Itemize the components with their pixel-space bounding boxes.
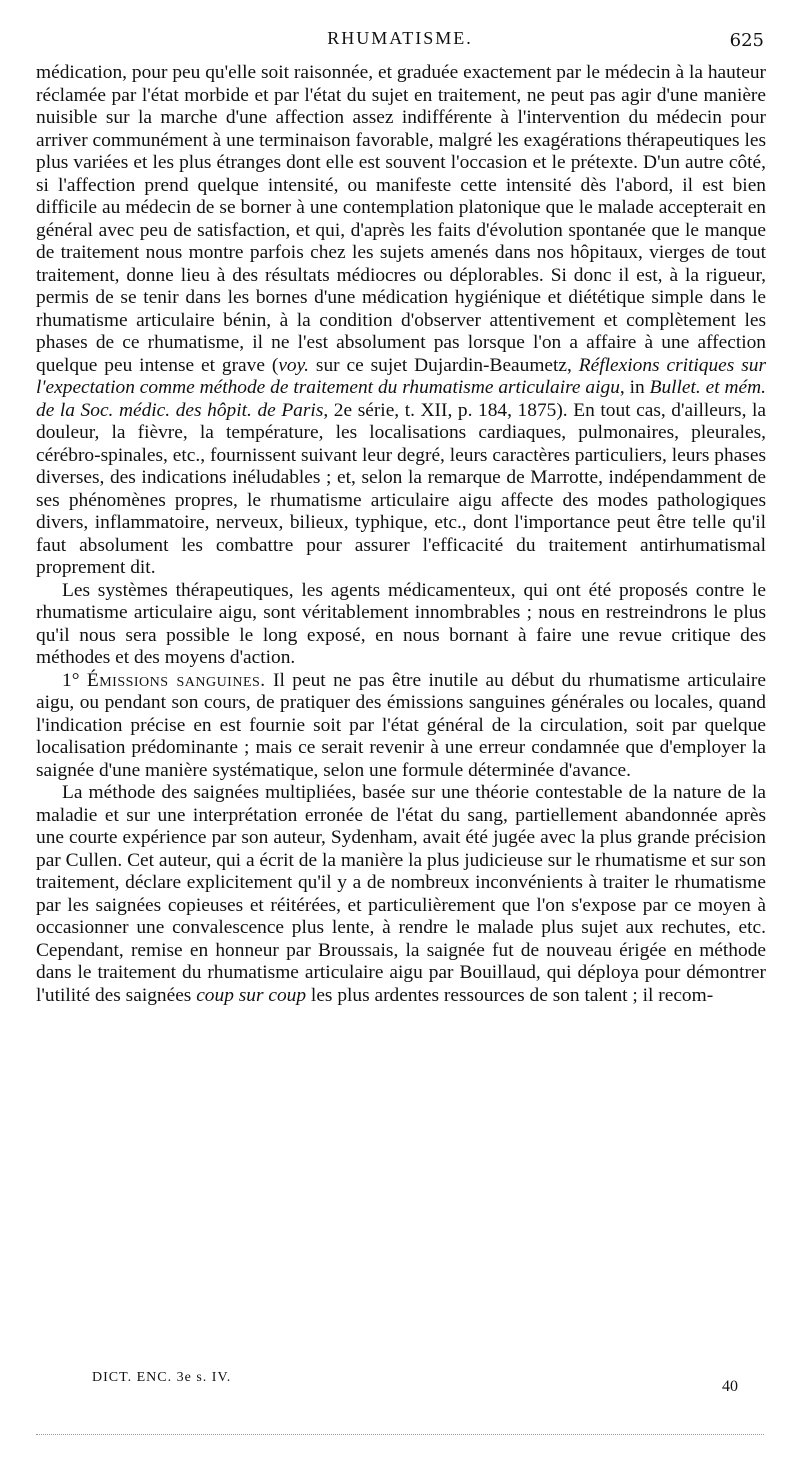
paragraph-1-text: médication, pour peu qu'elle soit raisonnée, et graduée exactement par le médecin à la hauteur réclamée par l'état morbide et par l'état du sujet en traitement, ne peut pas agir d'une manière nuisible sur la marche d'une affection assez indifférente à l'intervention du médecin pour arriver communément à une terminaison favorable, malgré les exagérations thérapeutiques les plus variées et les plus étranges dont elle est souvent l'occasion et le prétexte. D'un autre côté, si l'affection prend quelque intensité, ou manifeste cette intensité dès l'abord, il est bien difficile au médecin de se borner à une contemplation platonique que le malade accepterait en général avec peu de satisfaction, et qui, d'après les faits d'évolution spontanée que le manque de traitement nous montre parfois chez les sujets amenés dans nos hôpitaux, vierges de tout traitement, donne lieu à des résultats médiocres ou déplorables. Si donc il est, à la rigueur, permis de se tenir dans les bornes d'une médication hygiénique et diététique simple dans le rhumatisme articulaire bénin, à la condition d'observer attentivement et complètement les phases de ce rhumatisme, il ne l'est absolument pas lorsque l'on a affaire à une affection quelque peu intense et grave (	[36, 62, 766, 376]
bottom-dotted-rule	[36, 1434, 764, 1435]
footer-reference: DICT. ENC. 3e s. IV.	[92, 1370, 232, 1385]
paragraph-3	[36, 670, 766, 783]
paragraph-2: Les systèmes thérapeutiques, les agents médicamenteux, qui ont été proposés contre le rhumatisme articulaire aigu, sont véritablement innombrables ; nous en restreindrons le plus qu'il nous sera possible le long exposé, en nous bornant à faire une revue critique des méthodes et des moyens d'action.	[36, 579, 766, 668]
page-number: 625	[729, 30, 764, 51]
running-title: RHUMATISME.	[327, 28, 473, 48]
paragraph-4-text-b: les plus ardentes ressources de son talent ; il recom-	[306, 984, 714, 1006]
paragraph-1	[36, 62, 766, 580]
paragraph-1-text-b: sur ce sujet Dujardin-Beaumetz,	[309, 354, 579, 376]
paragraph-4-text-a: La méthode des saignées multipliées, basée sur une théorie contestable de la nature de la maladie et sur une interprétation erronée de l'état du sang, partiellement abandonnée après une courte expérience par son auteur, Sydenham, avait été jugée avec la plus grande précision par Cullen. Cet auteur, qui a écrit de la manière la plus judicieuse sur le rhumatisme et sur son traitement, déclare explicitement qu'il y a de nombreux inconvénients à traiter le rhumatisme par les saignées copieuses et réitérées, et particulièrement que l'on s'expose par ce moyen à occasionner une convalescence plus lente, à rendre le malade plus sujet aux rechutes, etc. Cependant, remise en honneur par Broussais, la saignée fut de nouveau érigée en méthode dans le traitement du rhumatisme articulaire aigu par Bouillaud, qui déploya pour démontrer l'utilité des saignées	[36, 782, 766, 1006]
paragraph-4	[36, 782, 766, 1007]
page-header	[36, 28, 764, 54]
signature-mark: 40	[722, 1378, 738, 1395]
page-body	[36, 62, 766, 1007]
paragraph-1-text-d: , 2e série, t. XII, p. 184, 1875). En tout cas, d'ailleurs, la douleur, la fièvre, la température, les localisations cardiaques, pulmonaires, pleurales, cérébro-spinales, etc., fournissent suivant leur degré, leurs caractères particuliers, leurs phases diverses, des indications inéludables ; et, selon la remarque de Marrotte, indépendamment de ses phénomènes propres, le rhumatisme articulaire aigu affecte des modes pathologiques divers, inflammatoire, nerveux, bilieux, typhique, etc., dont l'importance peut être telle qu'il faut absolument les combattre pour assurer l'efficacité du traitement antirhumatismal proprement dit.	[36, 399, 766, 578]
section-heading: Émissions sanguines.	[86, 669, 266, 691]
paragraph-1-italic-title: Réflexions critiques sur l'expectation comme méthode de traitement du rhumatisme articulaire aigu	[36, 354, 767, 398]
paragraph-4-italic: coup sur coup	[196, 984, 307, 1006]
page-footer	[36, 1370, 764, 1394]
paragraph-1-text-c: , in	[619, 377, 650, 398]
paragraph-1-voy: voy.	[278, 354, 309, 376]
paragraph-3-text: Il peut ne pas être inutile au début du rhumatisme articulaire aigu, ou pendant son cours, de pratiquer des émissions sanguines générales ou locales, quand l'indication précise en est fournie soit par l'état général de la circulation, soit par quelque localisation prédominante ; mais ce serait revenir à une erreur condamnée que d'employer la saignée d'une manière systématique, selon une formule déterminée d'avance.	[36, 669, 766, 781]
section-number: 1°	[62, 669, 87, 691]
paragraph-1-italic-journal: Bullet. et mém. de la Soc. médic. des hôpit. de Paris	[36, 377, 766, 421]
